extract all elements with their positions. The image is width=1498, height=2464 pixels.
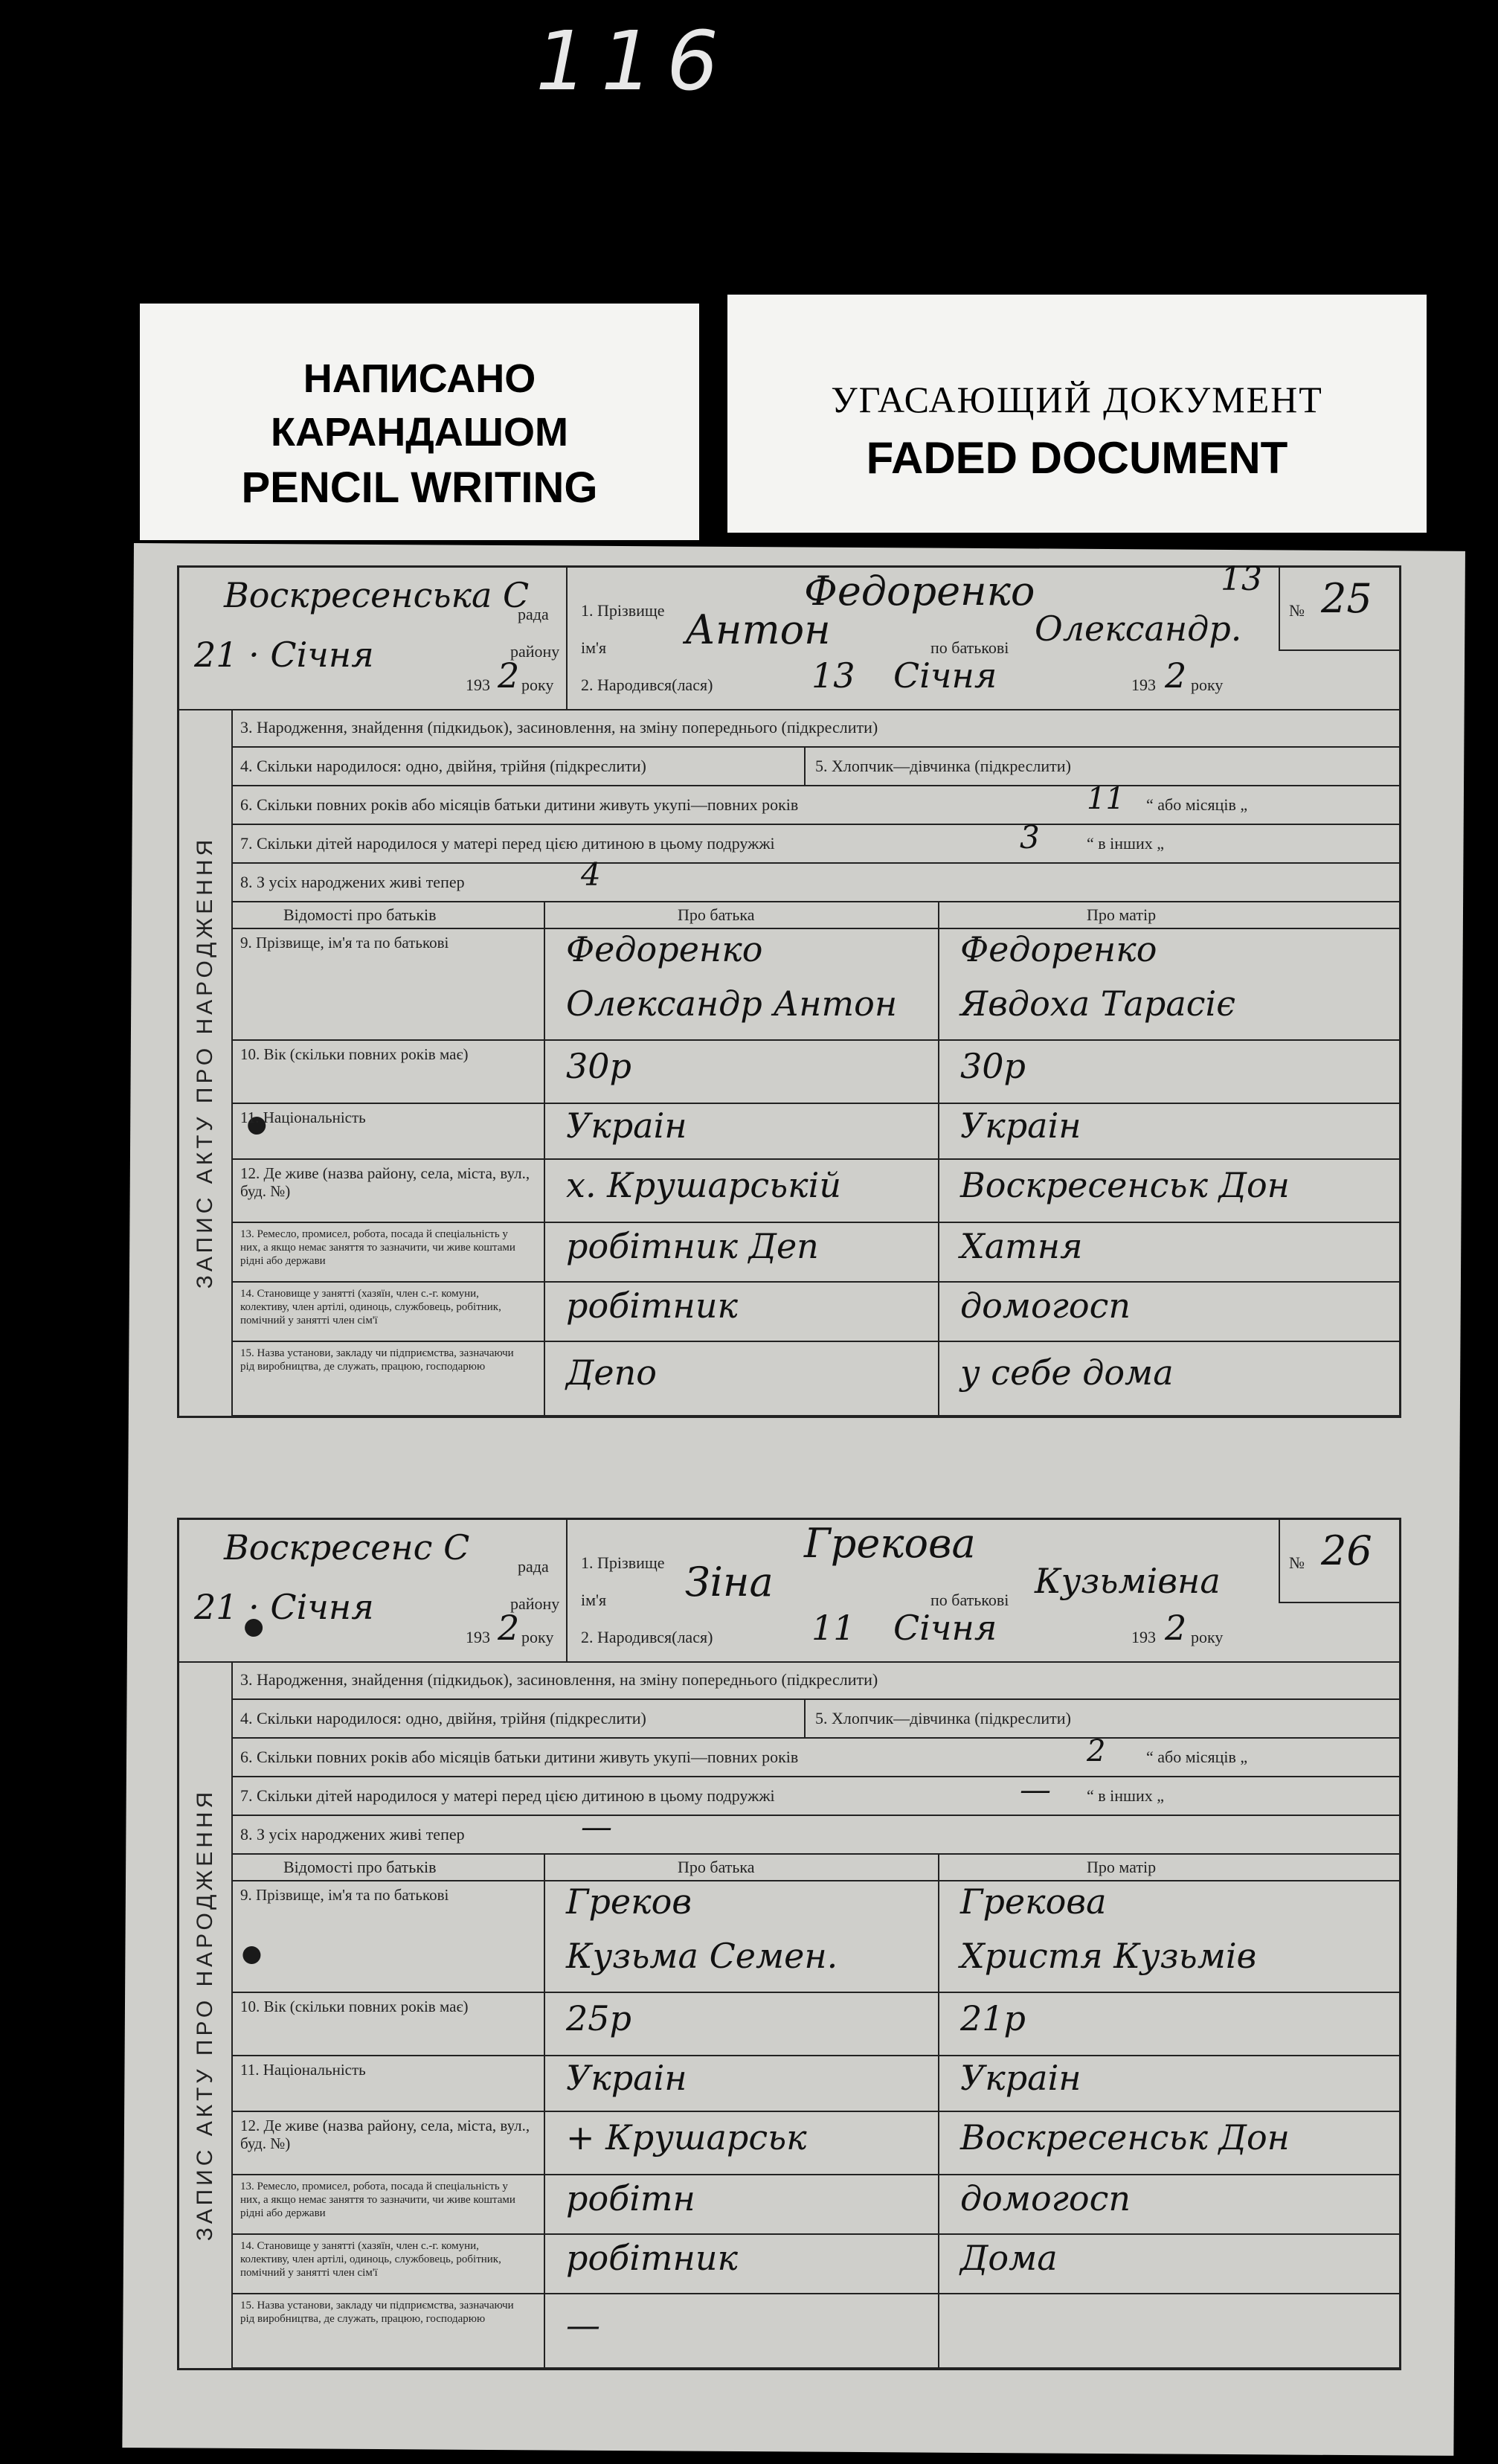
- record-number-box: [1279, 568, 1399, 651]
- field-3-label: 3. Народження, знайдення (підкидьок), засиновлення, на зміну попереднього (підкреслити): [240, 718, 878, 737]
- alive-now-handwriting: —: [581, 1809, 612, 1845]
- alive-now-handwriting: 4: [581, 856, 601, 893]
- row-label: 13. Ремесло, промисел, робота, посада й спеціальність у них, а якщо немає заняття то зазначити, чи живе коштами рідні або держави: [240, 1228, 515, 1267]
- father-value: Украін: [566, 1106, 687, 1146]
- field-row: [231, 1661, 1399, 1700]
- father-value: Украін: [566, 2058, 687, 2098]
- field-6-months-label: “ або місяців „: [1146, 795, 1248, 814]
- born-label: 2. Народився(лася): [581, 1628, 713, 1646]
- patronymic-handwriting: Олександр.: [1035, 609, 1242, 649]
- reg-year-handwriting: 2: [498, 1608, 520, 1648]
- rayonu-label: району: [510, 642, 560, 661]
- mother-value: у себе дома: [960, 1353, 1174, 1393]
- pencil-writing-label: [140, 304, 699, 540]
- row-label: 14. Становище у занятті (хазяїн, член с.-г. комуни, колективу, член артілі, одиноць, службовець, робітник, помічний у занятті член сім'ї: [240, 2240, 501, 2279]
- table-row: [231, 928, 1399, 1041]
- table-header-row: [231, 1855, 1399, 1881]
- year-prefix: 193: [466, 1628, 490, 1646]
- rayonu-label: району: [510, 1594, 560, 1613]
- col-mother-header: Про матір: [1087, 905, 1157, 924]
- name-label: ім'я: [581, 1591, 607, 1609]
- table-header-row: [231, 902, 1399, 929]
- field-7-other-label: “ в інших „: [1087, 834, 1165, 853]
- faded-document-label: [727, 295, 1427, 533]
- parents-table: [231, 1855, 1399, 2368]
- table-row: [231, 1992, 1399, 2056]
- field-row: [231, 819, 1399, 864]
- field-3-label: 3. Народження, знайдення (підкидьок), засиновлення, на зміну попереднього (підкреслити): [240, 1670, 878, 1689]
- field-5-label: 5. Хлопчик—дівчинка (підкреслити): [815, 757, 1071, 775]
- surname-handwriting: Грекова: [804, 1520, 976, 1567]
- born-year-handwriting: 2: [1165, 1608, 1187, 1648]
- table-row: [231, 2055, 1399, 2112]
- col-info-header: Відомості про батьків: [283, 1858, 437, 1876]
- roku-label: року: [1191, 1628, 1224, 1646]
- patronymic-handwriting: Кузьмівна: [1035, 1561, 1221, 1601]
- row-label: 10. Вік (скільки повних років має): [240, 1998, 469, 2015]
- father-value: х. Крушарській: [566, 1165, 841, 1205]
- rada-handwriting: Воскресенс С: [224, 1527, 470, 1568]
- record-header: [179, 1520, 1399, 1663]
- row-label: 12. Де живе (назва району, села, міста, вул., буд. №): [240, 2117, 530, 2152]
- year-prefix: 193: [1131, 1628, 1156, 1646]
- mother-value: Украін: [960, 2058, 1081, 2098]
- field-row: [231, 856, 1399, 902]
- field-row: [231, 1700, 1399, 1739]
- mother-value: домогосп: [960, 2178, 1131, 2218]
- field-row: [231, 1771, 1399, 1816]
- row-label: 15. Назва установи, закладу чи підприємства, зазначаючи рід виробництва, де служать, працюю, господарюю: [240, 1347, 514, 1373]
- table-row: [231, 1222, 1399, 1283]
- father-value: Федоренко: [566, 929, 763, 969]
- field-6-label: 6. Скільки повних років або місяців батьки дитини живуть укупі—повних років: [240, 1748, 799, 1766]
- record-number-handwriting: 25: [1321, 575, 1372, 622]
- mother-value: Грекова: [960, 1881, 1107, 1922]
- roku-label: року: [521, 676, 554, 694]
- birth-record-form: [177, 560, 1401, 1418]
- field-6-months-label: “ або місяців „: [1146, 1748, 1248, 1766]
- father-value: робітник: [566, 1286, 738, 1326]
- side-title-text: ЗАПИС АКТУ ПРО НАРОДЖЕННЯ: [193, 835, 217, 1289]
- row-label: 15. Назва установи, закладу чи підприємства, зазначаючи рід виробництва, де служать, працюю, господарюю: [240, 2300, 514, 2325]
- row-label: 12. Де живе (назва району, села, міста, вул., буд. №): [240, 1164, 530, 1200]
- table-row: [231, 2111, 1399, 2175]
- birth-record-form: [177, 1518, 1401, 2370]
- surname-label: 1. Прізвище: [581, 1553, 665, 1572]
- parents-table: [231, 902, 1399, 1416]
- field-7-label: 7. Скільки дітей народилося у матері перед цією дитиною в цьому подружжі: [240, 834, 775, 853]
- row-label: 11. Національність: [240, 2061, 366, 2079]
- field-row: [231, 1734, 1399, 1777]
- frame-number: 116: [536, 13, 732, 109]
- father-value: Депо: [566, 1353, 657, 1393]
- table-row: [231, 2174, 1399, 2235]
- father-value: + Крушарськ: [566, 2117, 807, 2157]
- record-number-handwriting: 26: [1321, 1527, 1372, 1574]
- mother-value: Хатня: [960, 1226, 1083, 1266]
- label-line: УГАСАЮЩИЙ ДОКУМЕНТ: [831, 379, 1323, 420]
- surname-label: 1. Прізвище: [581, 601, 665, 620]
- father-value: —: [566, 2305, 600, 2345]
- table-row: [231, 1341, 1399, 1417]
- year-prefix: 193: [1131, 676, 1156, 694]
- table-row: [231, 2233, 1399, 2294]
- born-month-handwriting: Січня: [893, 1608, 997, 1648]
- years-together-handwriting: 2: [1087, 1734, 1106, 1768]
- col-father-header: Про батька: [678, 1858, 755, 1876]
- name-label: ім'я: [581, 638, 607, 657]
- field-6-label: 6. Скільки повних років або місяців батьки дитини живуть укупі—повних років: [240, 795, 799, 814]
- field-5-label: 5. Хлопчик—дівчинка (підкреслити): [815, 1709, 1071, 1727]
- record-number-box: [1279, 1520, 1399, 1603]
- record-header: [179, 560, 1399, 710]
- father-value: робітн: [566, 2178, 695, 2218]
- row-label: 9. Прізвище, ім'я та по батькові: [240, 1886, 449, 1904]
- father-value: Кузьма Семен.: [566, 1936, 838, 1976]
- number-label: №: [1289, 601, 1305, 620]
- given-name-handwriting: Антон: [685, 606, 831, 653]
- rada-label: рада: [518, 605, 549, 623]
- mother-value: Федоренко: [960, 929, 1157, 969]
- father-value: робітник: [566, 2238, 738, 2278]
- row-label: 14. Становище у занятті (хазяїн, член с.-г. комуни, колективу, член артілі, одиноць, службовець, робітник, помічний у занятті член сім'ї: [240, 1288, 501, 1326]
- father-value: 25р: [566, 1998, 631, 2038]
- side-title: [179, 1661, 233, 2368]
- registration-box: [179, 568, 568, 709]
- field-row: [231, 782, 1399, 825]
- rada-label: рада: [518, 1557, 549, 1576]
- born-label: 2. Народився(лася): [581, 676, 713, 694]
- table-row: [231, 1880, 1399, 1993]
- number-label: №: [1289, 1553, 1305, 1572]
- label-line: FADED DOCUMENT: [866, 433, 1288, 483]
- born-day-handwriting: 13: [811, 655, 855, 696]
- col-mother-header: Про матір: [1087, 1858, 1157, 1876]
- children-before-handwriting: —: [1020, 1771, 1051, 1808]
- field-8-label: 8. З усіх народжених живі тепер: [240, 1825, 465, 1844]
- mother-value: 21р: [960, 1998, 1026, 2038]
- field-row: [231, 709, 1399, 748]
- mother-value: Христя Кузьмів: [960, 1936, 1257, 1976]
- field-4-label: 4. Скільки народилося: одно, двійня, трійня (підкреслити): [240, 757, 646, 775]
- stamp-handwriting: 13: [1221, 560, 1262, 598]
- father-value: робітник Деп: [566, 1226, 819, 1266]
- table-row: [231, 1281, 1399, 1342]
- year-prefix: 193: [466, 676, 490, 694]
- table-row: [231, 1039, 1399, 1104]
- father-value: 30р: [566, 1046, 631, 1086]
- surname-handwriting: Федоренко: [804, 568, 1035, 615]
- patronymic-label: по батькові: [930, 638, 1009, 657]
- born-year-handwriting: 2: [1165, 655, 1187, 696]
- father-value: Греков: [566, 1881, 692, 1922]
- field-8-label: 8. З усіх народжених живі тепер: [240, 873, 465, 891]
- field-7-label: 7. Скільки дітей народилося у матері перед цією дитиною в цьому подружжі: [240, 1786, 775, 1805]
- patronymic-label: по батькові: [930, 1591, 1009, 1609]
- col-father-header: Про батька: [678, 905, 755, 924]
- field-row: [231, 1809, 1399, 1855]
- reg-date-handwriting: 21 · Січня: [194, 1587, 374, 1627]
- mother-value: Воскресенськ Дон: [960, 2117, 1290, 2157]
- roku-label: року: [1191, 676, 1224, 694]
- label-line: НАПИСАНО: [303, 356, 536, 401]
- reg-year-handwriting: 2: [498, 655, 520, 696]
- mother-value: домогосп: [960, 1286, 1131, 1326]
- label-line: КАРАНДАШОМ: [271, 410, 568, 455]
- given-name-handwriting: Зіна: [685, 1559, 774, 1605]
- col-info-header: Відомості про батьків: [283, 905, 437, 924]
- children-before-handwriting: 3: [1020, 819, 1040, 856]
- mother-value: Воскресенськ Дон: [960, 1165, 1290, 1205]
- field-7-other-label: “ в інших „: [1087, 1786, 1165, 1805]
- table-row: [231, 2293, 1399, 2369]
- row-label: 9. Прізвище, ім'я та по батькові: [240, 934, 449, 952]
- mother-value: 30р: [960, 1046, 1026, 1086]
- table-row: [231, 1158, 1399, 1223]
- row-label: 13. Ремесло, промисел, робота, посада й спеціальність у них, а якщо немає заняття то зазначити, чи живе коштами рідні або держави: [240, 2181, 515, 2219]
- born-month-handwriting: Січня: [893, 655, 997, 696]
- mother-value: Явдоха Тарасіє: [960, 984, 1235, 1024]
- field-4-label: 4. Скільки народилося: одно, двійня, трійня (підкреслити): [240, 1709, 646, 1727]
- side-title-text: ЗАПИС АКТУ ПРО НАРОДЖЕННЯ: [193, 1788, 217, 2242]
- born-day-handwriting: 11: [811, 1608, 855, 1648]
- row-label: 11. Національність: [240, 1109, 366, 1126]
- years-together-handwriting: 11: [1087, 782, 1125, 816]
- reg-date-handwriting: 21 · Січня: [194, 635, 374, 675]
- rada-handwriting: Воскресенська С: [224, 575, 530, 615]
- mother-value: Украін: [960, 1106, 1081, 1146]
- side-title: [179, 709, 233, 1416]
- registration-box: [179, 1520, 568, 1661]
- roku-label: року: [521, 1628, 554, 1646]
- field-row: [231, 748, 1399, 786]
- table-row: [231, 1103, 1399, 1160]
- father-value: Олександр Антон: [566, 984, 898, 1024]
- label-line: PENCIL WRITING: [241, 463, 598, 512]
- mother-value: Дома: [960, 2238, 1058, 2278]
- row-label: 10. Вік (скільки повних років має): [240, 1045, 469, 1063]
